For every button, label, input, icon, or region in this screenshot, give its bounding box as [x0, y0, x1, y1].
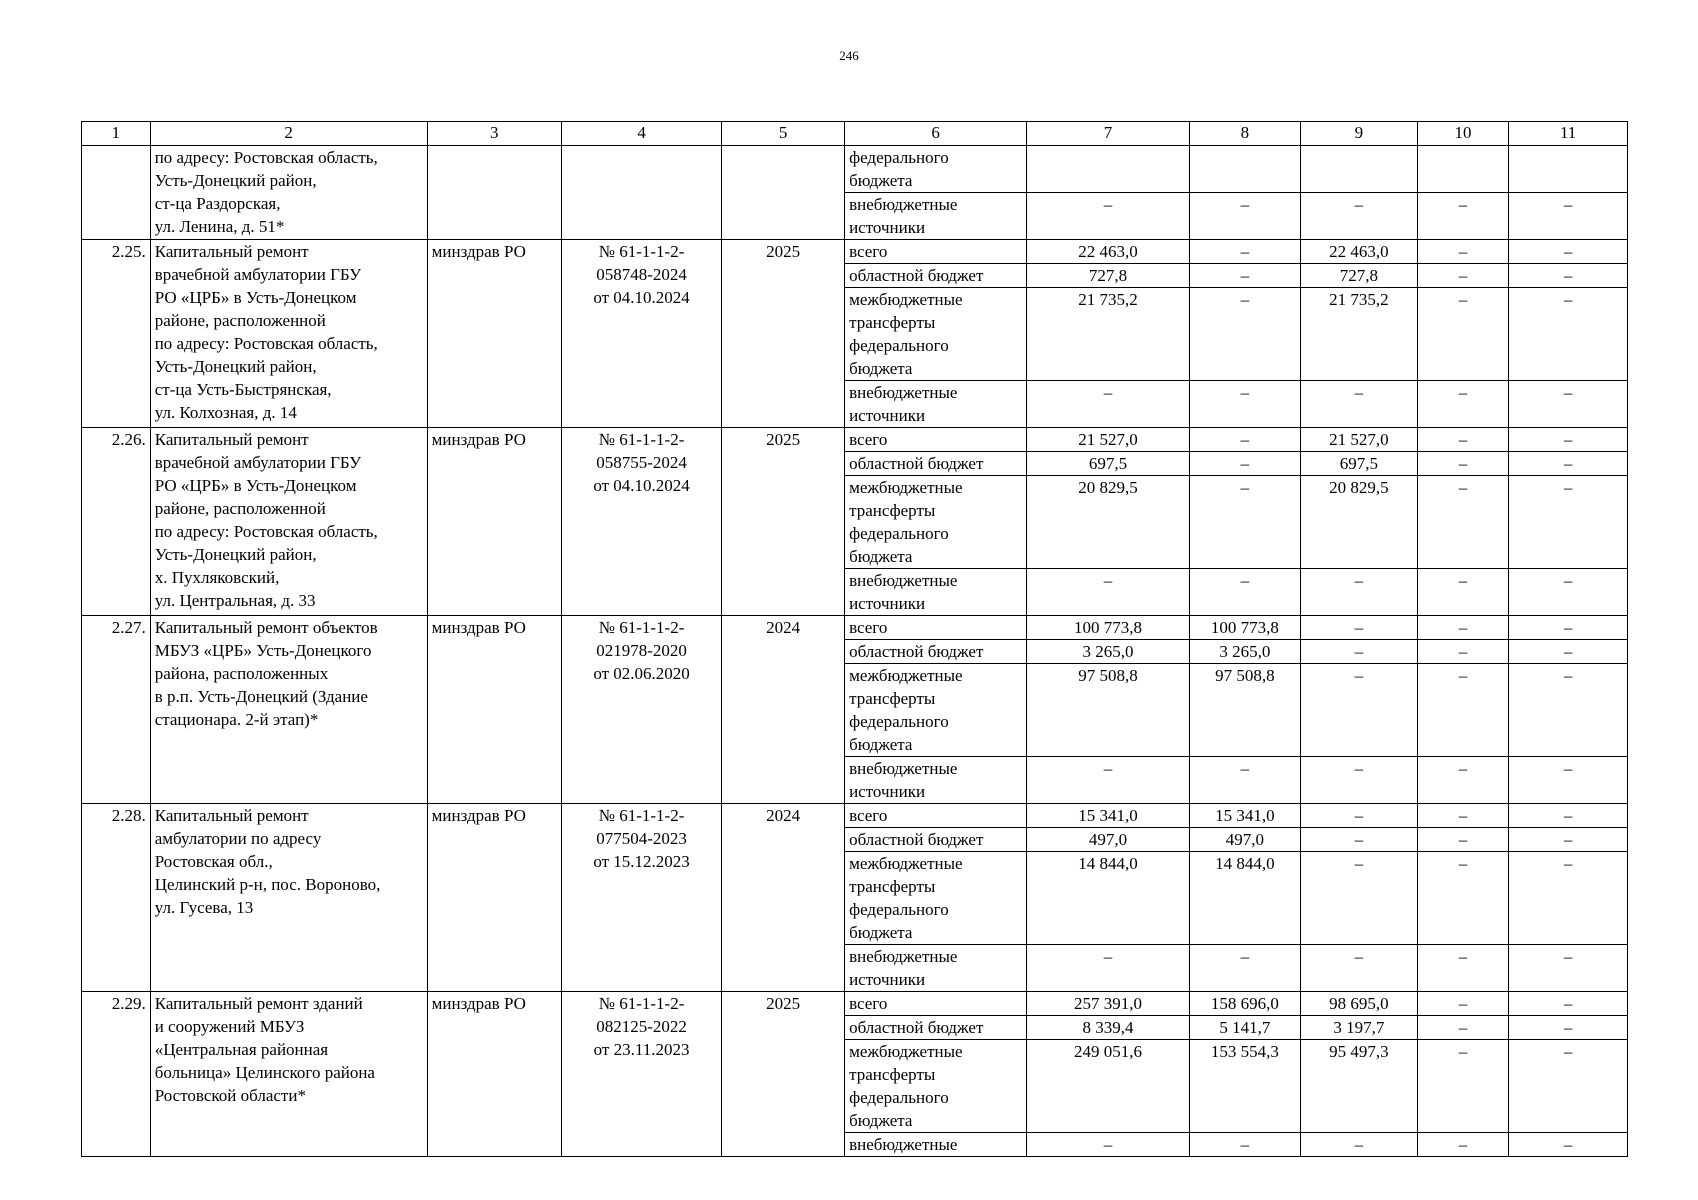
value-cell-col-9: – — [1301, 828, 1418, 852]
value-cell-col-10: – — [1417, 1016, 1509, 1040]
value-cell-col-7: – — [1027, 569, 1189, 616]
value-cell-col-8: – — [1189, 945, 1300, 992]
value-cell-col-11: – — [1509, 1040, 1628, 1133]
value-cell-col-8: – — [1189, 264, 1300, 288]
value-cell-col-9: – — [1301, 1133, 1418, 1157]
value-cell-col-10: – — [1417, 240, 1509, 264]
object-name-cell: Капитальный ремонт врачебной амбулатории ГБУ РО «ЦРБ» в Усть-Донецком районе, расположенной по адресу: Ростовская область, Усть-Донецкий район, ст-ца Усть-Быстрянская, ул. Колхозная, д. 14 — [150, 240, 427, 428]
value-cell-col-11: – — [1509, 1016, 1628, 1040]
authority-cell: минздрав РО — [427, 804, 561, 992]
authority-cell: минздрав РО — [427, 240, 561, 428]
table-body — [82, 146, 1628, 1157]
document-cell: № 61-1-1-2- 021978-2020 от 02.06.2020 — [561, 616, 721, 804]
value-cell-col-8: – — [1189, 476, 1300, 569]
value-cell-col-9: – — [1301, 616, 1418, 640]
year-cell: 2024 — [722, 804, 845, 992]
value-cell-col-11: – — [1509, 381, 1628, 428]
year-cell: 2024 — [722, 616, 845, 804]
value-cell-col-11: – — [1509, 616, 1628, 640]
value-cell-col-10: – — [1417, 476, 1509, 569]
value-cell-col-8: – — [1189, 757, 1300, 804]
entry-number-cell: 2.29. — [82, 992, 151, 1157]
year-cell: 2025 — [722, 992, 845, 1157]
table-row — [82, 992, 1628, 1016]
value-cell-col-10: – — [1417, 288, 1509, 381]
value-cell-col-10: – — [1417, 1040, 1509, 1133]
value-cell-col-7: 21 527,0 — [1027, 428, 1189, 452]
value-cell-col-7: 100 773,8 — [1027, 616, 1189, 640]
value-cell-col-8: – — [1189, 193, 1300, 240]
value-cell-col-7: – — [1027, 381, 1189, 428]
value-cell-col-9: 21 527,0 — [1301, 428, 1418, 452]
value-cell-col-9: – — [1301, 757, 1418, 804]
funding-source-cell: внебюджетные источники — [845, 381, 1027, 428]
document-cell: № 61-1-1-2- 058748-2024 от 04.10.2024 — [561, 240, 721, 428]
value-cell-col-10: – — [1417, 664, 1509, 757]
value-cell-col-7: 257 391,0 — [1027, 992, 1189, 1016]
value-cell-col-7: 8 339,4 — [1027, 1016, 1189, 1040]
value-cell-col-10: – — [1417, 852, 1509, 945]
value-cell-col-9: 98 695,0 — [1301, 992, 1418, 1016]
funding-source-cell: внебюджетные источники — [845, 193, 1027, 240]
column-header-1: 1 — [82, 122, 151, 146]
value-cell-col-10: – — [1417, 757, 1509, 804]
value-cell-col-9: – — [1301, 945, 1418, 992]
document-cell: № 61-1-1-2- 082125-2022 от 23.11.2023 — [561, 992, 721, 1157]
value-cell-col-10: – — [1417, 804, 1509, 828]
header-row — [82, 122, 1628, 146]
value-cell-col-11: – — [1509, 476, 1628, 569]
funding-source-cell: областной бюджет — [845, 640, 1027, 664]
value-cell-col-9: – — [1301, 804, 1418, 828]
value-cell-col-10: – — [1417, 616, 1509, 640]
entry-number-cell: 2.28. — [82, 804, 151, 992]
authority-cell: минздрав РО — [427, 992, 561, 1157]
entry-number-cell — [82, 146, 151, 240]
value-cell-col-11: – — [1509, 452, 1628, 476]
column-header-8: 8 — [1189, 122, 1300, 146]
entry-number-cell: 2.25. — [82, 240, 151, 428]
entry-number-cell: 2.26. — [82, 428, 151, 616]
value-cell-col-8: – — [1189, 1133, 1300, 1157]
authority-cell — [427, 146, 561, 240]
value-cell-col-11: – — [1509, 264, 1628, 288]
value-cell-col-11: – — [1509, 288, 1628, 381]
value-cell-col-8: – — [1189, 381, 1300, 428]
column-header-3: 3 — [427, 122, 561, 146]
funding-source-cell: областной бюджет — [845, 1016, 1027, 1040]
value-cell-col-8: 5 141,7 — [1189, 1016, 1300, 1040]
value-cell-col-11: – — [1509, 428, 1628, 452]
value-cell-col-8: 97 508,8 — [1189, 664, 1300, 757]
value-cell-col-7 — [1027, 146, 1189, 193]
value-cell-col-11: – — [1509, 640, 1628, 664]
column-header-10: 10 — [1417, 122, 1509, 146]
value-cell-col-11: – — [1509, 569, 1628, 616]
table-row — [82, 146, 1628, 193]
value-cell-col-10: – — [1417, 428, 1509, 452]
budget-table — [81, 121, 1628, 1157]
funding-source-cell: всего — [845, 428, 1027, 452]
document-cell — [561, 146, 721, 240]
value-cell-col-9: – — [1301, 569, 1418, 616]
funding-source-cell: всего — [845, 992, 1027, 1016]
funding-source-cell: межбюджетные трансферты федерального бюджета — [845, 288, 1027, 381]
column-header-9: 9 — [1301, 122, 1418, 146]
value-cell-col-7: 497,0 — [1027, 828, 1189, 852]
value-cell-col-9: 22 463,0 — [1301, 240, 1418, 264]
value-cell-col-10: – — [1417, 452, 1509, 476]
value-cell-col-7: 21 735,2 — [1027, 288, 1189, 381]
value-cell-col-10: – — [1417, 569, 1509, 616]
value-cell-col-9: – — [1301, 852, 1418, 945]
value-cell-col-11: – — [1509, 992, 1628, 1016]
column-header-4: 4 — [561, 122, 721, 146]
authority-cell: минздрав РО — [427, 428, 561, 616]
value-cell-col-11: – — [1509, 1133, 1628, 1157]
object-name-cell: Капитальный ремонт зданий и сооружений МБУЗ «Центральная районная больница» Целинского района Ростовской области* — [150, 992, 427, 1157]
value-cell-col-8: – — [1189, 428, 1300, 452]
funding-source-cell: внебюджетные — [845, 1133, 1027, 1157]
year-cell: 2025 — [722, 240, 845, 428]
value-cell-col-8: 497,0 — [1189, 828, 1300, 852]
value-cell-col-7: 15 341,0 — [1027, 804, 1189, 828]
column-header-2: 2 — [150, 122, 427, 146]
value-cell-col-8: – — [1189, 569, 1300, 616]
document-cell: № 61-1-1-2- 077504-2023 от 15.12.2023 — [561, 804, 721, 992]
column-header-11: 11 — [1509, 122, 1628, 146]
value-cell-col-11: – — [1509, 828, 1628, 852]
value-cell-col-7: – — [1027, 1133, 1189, 1157]
value-cell-col-8 — [1189, 146, 1300, 193]
value-cell-col-8: 3 265,0 — [1189, 640, 1300, 664]
value-cell-col-11 — [1509, 146, 1628, 193]
funding-source-cell: внебюджетные источники — [845, 569, 1027, 616]
funding-source-cell: всего — [845, 804, 1027, 828]
document-cell: № 61-1-1-2- 058755-2024 от 04.10.2024 — [561, 428, 721, 616]
object-name-cell: Капитальный ремонт врачебной амбулатории ГБУ РО «ЦРБ» в Усть-Донецком районе, расположенной по адресу: Ростовская область, Усть-Донецкий район, х. Пухляковский, ул. Центральная, д. 33 — [150, 428, 427, 616]
page-number: 246 — [839, 48, 859, 63]
value-cell-col-7: 3 265,0 — [1027, 640, 1189, 664]
value-cell-col-9: – — [1301, 640, 1418, 664]
funding-source-cell: внебюджетные источники — [845, 757, 1027, 804]
value-cell-col-7: 97 508,8 — [1027, 664, 1189, 757]
funding-source-cell: межбюджетные трансферты федерального бюджета — [845, 664, 1027, 757]
value-cell-col-9: 727,8 — [1301, 264, 1418, 288]
column-header-7: 7 — [1027, 122, 1189, 146]
value-cell-col-10: – — [1417, 640, 1509, 664]
value-cell-col-11: – — [1509, 757, 1628, 804]
value-cell-col-11: – — [1509, 852, 1628, 945]
value-cell-col-7: 249 051,6 — [1027, 1040, 1189, 1133]
value-cell-col-8: – — [1189, 452, 1300, 476]
value-cell-col-9: 697,5 — [1301, 452, 1418, 476]
value-cell-col-8: – — [1189, 288, 1300, 381]
column-header-5: 5 — [722, 122, 845, 146]
value-cell-col-8: 14 844,0 — [1189, 852, 1300, 945]
value-cell-col-9: 20 829,5 — [1301, 476, 1418, 569]
value-cell-col-7: 14 844,0 — [1027, 852, 1189, 945]
funding-source-cell: внебюджетные источники — [845, 945, 1027, 992]
funding-source-cell: областной бюджет — [845, 828, 1027, 852]
value-cell-col-10 — [1417, 146, 1509, 193]
value-cell-col-8: 15 341,0 — [1189, 804, 1300, 828]
year-cell — [722, 146, 845, 240]
value-cell-col-10: – — [1417, 828, 1509, 852]
value-cell-col-9: – — [1301, 381, 1418, 428]
value-cell-col-11: – — [1509, 945, 1628, 992]
value-cell-col-9: 21 735,2 — [1301, 288, 1418, 381]
value-cell-col-10: – — [1417, 1133, 1509, 1157]
authority-cell: минздрав РО — [427, 616, 561, 804]
value-cell-col-7: 697,5 — [1027, 452, 1189, 476]
value-cell-col-7: – — [1027, 757, 1189, 804]
value-cell-col-10: – — [1417, 193, 1509, 240]
funding-source-cell: межбюджетные трансферты федерального бюджета — [845, 852, 1027, 945]
object-name-cell: Капитальный ремонт амбулатории по адресу Ростовская обл., Целинский р-н, пос. Вороново, ул. Гусева, 13 — [150, 804, 427, 992]
value-cell-col-7: 22 463,0 — [1027, 240, 1189, 264]
value-cell-col-11: – — [1509, 193, 1628, 240]
value-cell-col-9: – — [1301, 193, 1418, 240]
value-cell-col-10: – — [1417, 381, 1509, 428]
table-row — [82, 616, 1628, 640]
value-cell-col-10: – — [1417, 945, 1509, 992]
value-cell-col-8: – — [1189, 240, 1300, 264]
funding-source-cell: областной бюджет — [845, 452, 1027, 476]
object-name-cell: Капитальный ремонт объектов МБУЗ «ЦРБ» Усть-Донецкого района, расположенных в р.п. Усть-Донецкий (Здание стационара. 2-й этап)* — [150, 616, 427, 804]
value-cell-col-11: – — [1509, 664, 1628, 757]
value-cell-col-9: 3 197,7 — [1301, 1016, 1418, 1040]
entry-number-cell: 2.27. — [82, 616, 151, 804]
funding-source-cell: областной бюджет — [845, 264, 1027, 288]
object-name-cell: по адресу: Ростовская область, Усть-Донецкий район, ст-ца Раздорская, ул. Ленина, д. 51* — [150, 146, 427, 240]
value-cell-col-9: 95 497,3 — [1301, 1040, 1418, 1133]
value-cell-col-9 — [1301, 146, 1418, 193]
table-row — [82, 240, 1628, 264]
funding-source-cell: федерального бюджета — [845, 146, 1027, 193]
value-cell-col-10: – — [1417, 992, 1509, 1016]
value-cell-col-11: – — [1509, 804, 1628, 828]
funding-source-cell: межбюджетные трансферты федерального бюджета — [845, 476, 1027, 569]
table-row — [82, 428, 1628, 452]
table-row — [82, 804, 1628, 828]
funding-source-cell: всего — [845, 240, 1027, 264]
value-cell-col-10: – — [1417, 264, 1509, 288]
value-cell-col-9: – — [1301, 664, 1418, 757]
value-cell-col-8: 100 773,8 — [1189, 616, 1300, 640]
value-cell-col-11: – — [1509, 240, 1628, 264]
value-cell-col-8: 153 554,3 — [1189, 1040, 1300, 1133]
value-cell-col-7: – — [1027, 193, 1189, 240]
column-header-6: 6 — [845, 122, 1027, 146]
value-cell-col-7: 20 829,5 — [1027, 476, 1189, 569]
funding-source-cell: всего — [845, 616, 1027, 640]
year-cell: 2025 — [722, 428, 845, 616]
funding-source-cell: межбюджетные трансферты федерального бюджета — [845, 1040, 1027, 1133]
value-cell-col-8: 158 696,0 — [1189, 992, 1300, 1016]
value-cell-col-7: 727,8 — [1027, 264, 1189, 288]
value-cell-col-7: – — [1027, 945, 1189, 992]
